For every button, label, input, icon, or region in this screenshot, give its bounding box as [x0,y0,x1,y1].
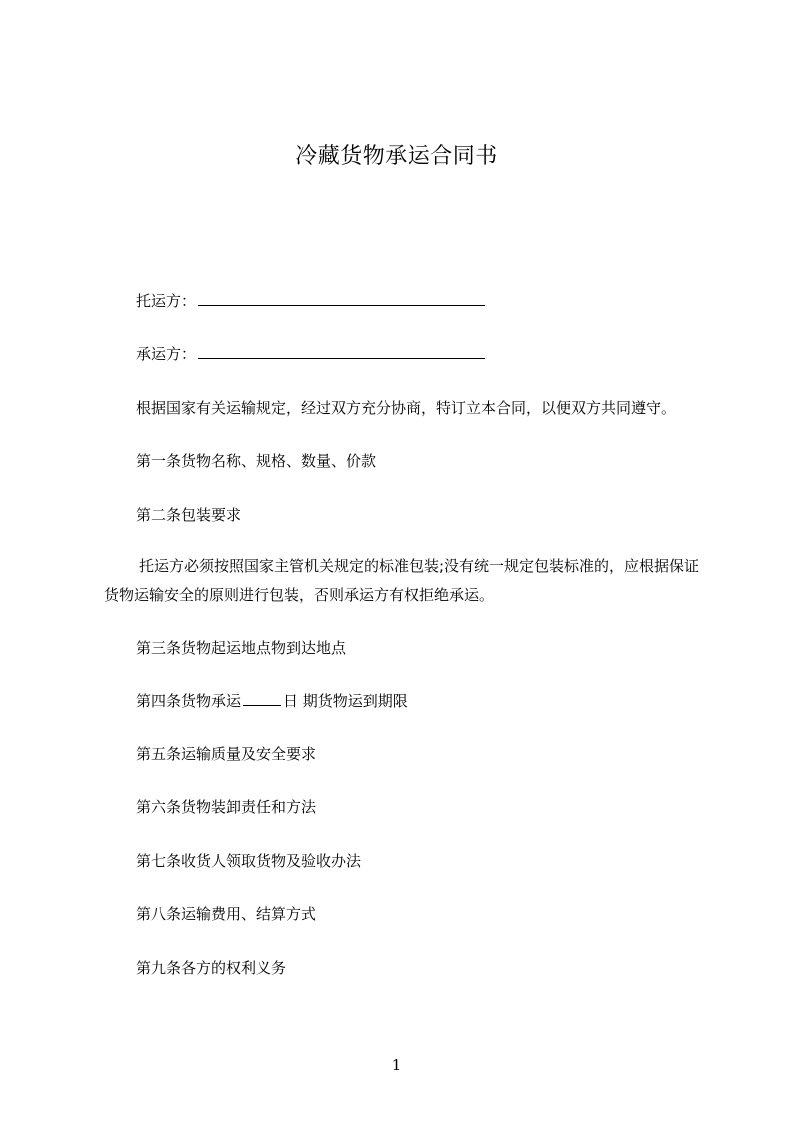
document-title: 冷藏货物承运合同书 [295,144,498,169]
article-2-body [104,552,704,610]
carrier-line [136,344,485,364]
article-4-after: 日 期货物运到期限 [283,692,408,710]
article-5-heading: 第五条运输质量及安全要求 [136,745,317,763]
article-6-heading: 第六条货物装卸责任和方法 [136,798,317,816]
carrier-blank [198,344,485,359]
article-2-heading: 第二条包装要求 [136,506,242,524]
carrier-label: 承运方： [136,345,197,363]
article-4-heading [136,691,408,711]
intro-paragraph: 根据国家有关运输规定，经过双方充分协商，特订立本合同，以便双方共同遵守。 [136,399,677,417]
article-3-heading: 第三条货物起运地点物到达地点 [136,639,347,657]
article-4-blank [243,691,281,706]
consignor-line [136,291,485,311]
consignor-blank [198,291,485,306]
article-9-heading: 第九条各方的权利义务 [136,959,287,977]
article-2-body-text: 托运方必须按照国家主管机关规定的标准包装;没有统一规定包装标准的，应根据保证货物运输安全的原则进行包装，否则承运方有权拒绝承运。 [104,557,700,604]
article-8-heading: 第八条运输费用、结算方式 [136,905,317,923]
page-number: 1 [391,1056,402,1074]
article-1-heading: 第一条货物名称、规格、数量、价款 [136,452,377,470]
article-4-before: 第四条货物承运 [136,692,242,710]
consignor-label: 托运方： [136,292,197,310]
article-7-heading: 第七条收货人领取货物及验收办法 [136,852,362,870]
